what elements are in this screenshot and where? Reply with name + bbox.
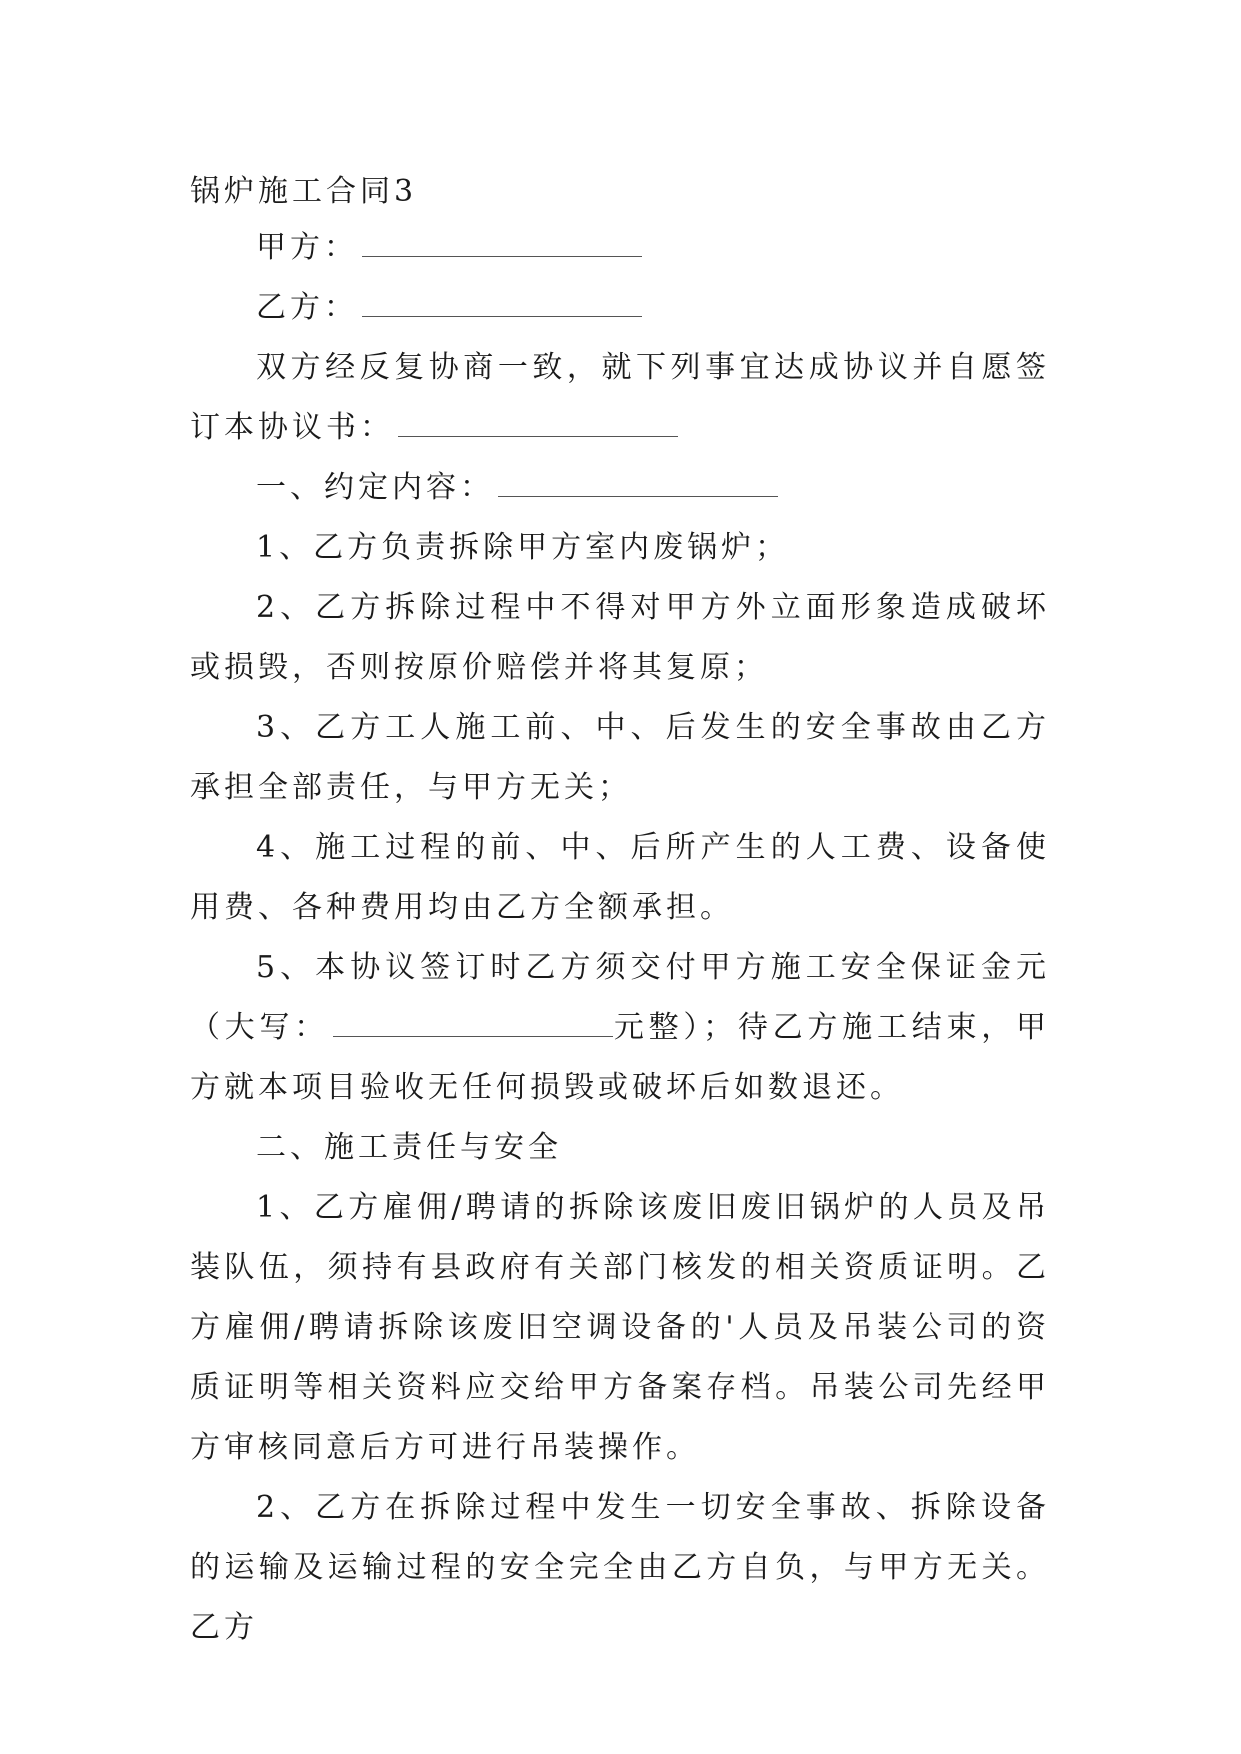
s1-item5	[190, 938, 1050, 1118]
s1-item5-part-a: 5、本协议签订时乙方须交付甲方施工安全保证金元（大写：	[190, 950, 1050, 1045]
party-a-label: 甲方：	[256, 230, 358, 265]
intro-text: 双方经反复协商一致，就下列事宜达成协议并自愿签订本协议书：	[190, 350, 1050, 445]
party-b-label: 乙方：	[256, 290, 358, 325]
section1-heading-line	[190, 458, 1050, 518]
party-a-blank	[362, 230, 642, 257]
document-title: 锅炉施工合同3	[190, 174, 418, 209]
intro-blank	[398, 410, 678, 437]
section1-heading: 一、约定内容：	[256, 470, 494, 505]
party-b-line	[190, 278, 1050, 338]
section1-blank	[498, 470, 778, 497]
document-body	[190, 160, 1050, 1658]
party-a-line	[190, 218, 1050, 278]
s1-item2: 2、乙方拆除过程中不得对甲方外立面形象造成破坏或损毁，否则按原价赔偿并将其复原；	[190, 590, 1050, 685]
party-b-blank	[362, 290, 642, 317]
intro-paragraph	[190, 338, 1050, 458]
s1-item3: 3、乙方工人施工前、中、后发生的安全事故由乙方承担全部责任，与甲方无关；	[190, 710, 1050, 805]
s2-item1: 1、乙方雇佣/聘请的拆除该废旧废旧锅炉的人员及吊装队伍，须持有县政府有关部门核发的相关资质证明。乙方雇佣/聘请拆除该废旧空调设备的'人员及吊装公司的资质证明等相关资料应交给甲方备案存档。吊装公司先经甲方审核同意后方可进行吊装操作。	[190, 1190, 1050, 1465]
s2-item2: 2、乙方在拆除过程中发生一切安全事故、拆除设备的运输及运输过程的安全完全由乙方自负，与甲方无关。乙方	[190, 1490, 1050, 1645]
s1-item5-part-b: 元整）；待乙方施工结束，甲方就本项目验收无任何损毁或破坏后如数退还。	[190, 1010, 1051, 1105]
section2-heading: 二、施工责任与安全	[256, 1130, 562, 1165]
amount-blank	[333, 1010, 613, 1037]
s1-item4: 4、施工过程的前、中、后所产生的人工费、设备使用费、各种费用均由乙方全额承担。	[190, 830, 1050, 925]
s1-item1: 1、乙方负责拆除甲方室内废锅炉；	[256, 530, 790, 565]
